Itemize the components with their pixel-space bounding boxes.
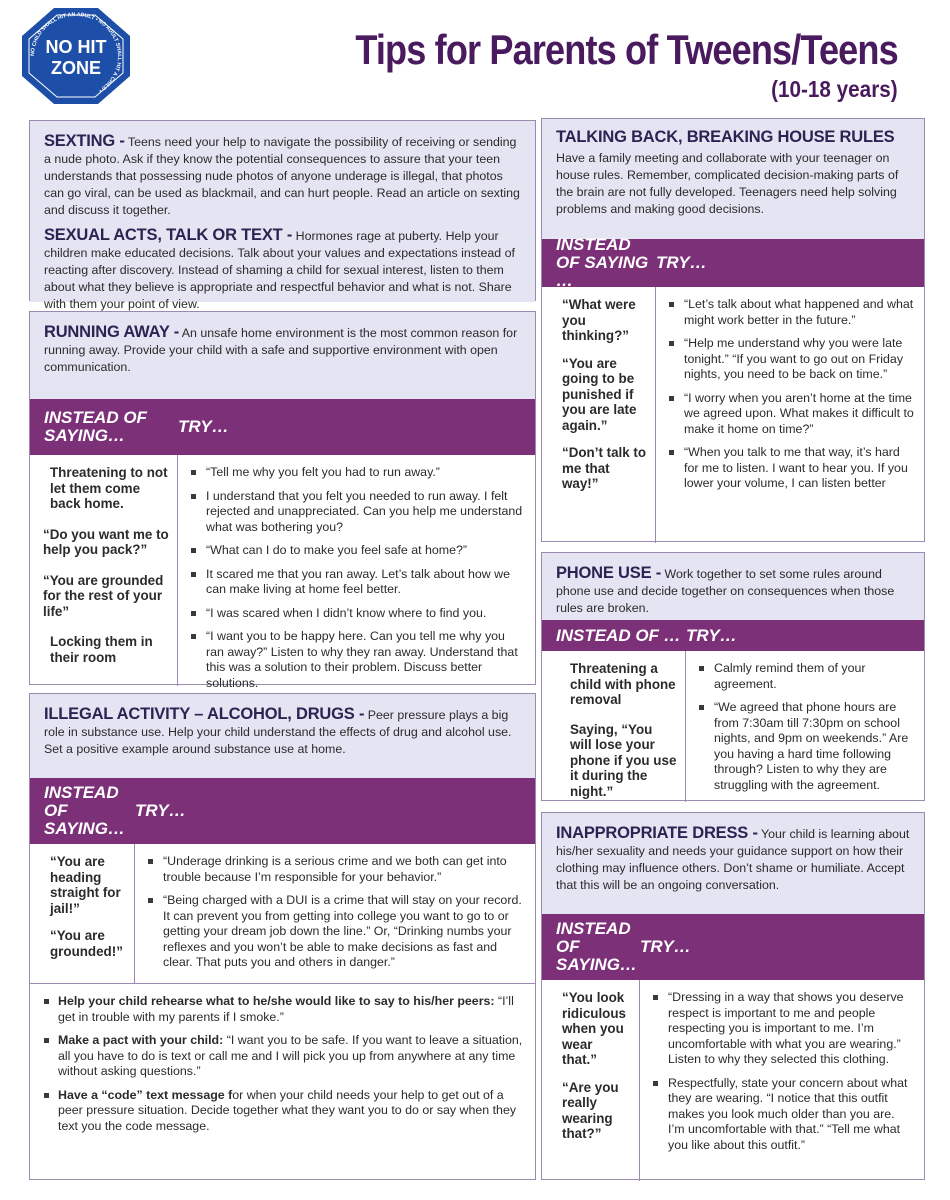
illegal-activity-card bbox=[29, 693, 536, 1180]
try-item: “We agreed that phone hours are from 7:30am till 7:30pm on school nights, and 9pm on weekends.” Are you having a hard time following through? Listen to why they are struggling with the agreement. bbox=[696, 700, 914, 793]
phone-try-list bbox=[686, 651, 924, 802]
instead-item: “You are going to be punished if you are late again.” bbox=[562, 355, 637, 433]
logo-ring-text: NO CHILD SHALL HIT AN ADULT • NO ADULT SHALL HIT A CHILD • bbox=[29, 11, 123, 94]
dress-heading: INAPPROPRIATE DRESS - bbox=[556, 824, 758, 842]
tip-item: Have a “code” text message for when your child needs your help to get out of a peer pressure situation. Decide together what they want you to do or say when they text you the code message. bbox=[42, 1088, 523, 1135]
talking-try-list bbox=[656, 287, 924, 543]
phone-use-card bbox=[541, 552, 925, 801]
try-item: “I worry when you aren’t home at the time we agreed upon. What makes it difficult to make it home on time?” bbox=[666, 391, 914, 438]
try-item: Calmly remind them of your agreement. bbox=[696, 661, 914, 692]
dress-try-list bbox=[640, 980, 924, 1181]
talking-back-card bbox=[541, 118, 925, 542]
try-item: “Tell me why you felt you had to run away.” bbox=[188, 465, 525, 481]
illegal-instead-label: INSTEAD OF SAYING… bbox=[44, 783, 125, 838]
no-hit-zone-logo bbox=[18, 6, 134, 106]
instead-item: “Are you really wearing that?” bbox=[562, 1079, 619, 1141]
sexting-card bbox=[29, 120, 536, 311]
phone-instead-list bbox=[542, 651, 686, 802]
illegal-try-list bbox=[135, 844, 535, 983]
tip-item: Make a pact with your child: “I want you to be safe. If you want to leave a situation, all you have to do is text or call me and I will pick you up from anywhere at any time without asking questions.” bbox=[42, 1033, 523, 1080]
try-item: “I was scared when I didn’t know where to find you. bbox=[188, 606, 525, 622]
logo-line2: ZONE bbox=[50, 58, 102, 78]
inappropriate-dress-card bbox=[541, 812, 925, 1180]
running-heading: RUNNING AWAY - bbox=[44, 323, 180, 341]
instead-item: “You are grounded!” bbox=[50, 928, 123, 959]
running-try-label: TRY… bbox=[178, 417, 229, 436]
instead-item: “What were you thinking?” bbox=[562, 297, 636, 343]
phone-band bbox=[542, 620, 924, 651]
illegal-intro bbox=[44, 706, 521, 758]
running-body: An unsafe home environment is the most common reason for running away. Provide your child with a safe and supportive environment with open communication. bbox=[44, 326, 518, 374]
try-item: “Help me understand why you were late tonight.” “If you want to go out on Friday nights, you need to be back on time.” bbox=[666, 336, 914, 383]
running-instead-label: INSTEAD OF SAYING… bbox=[44, 408, 147, 445]
instead-item: Saying, “You will lose your phone if you use it during the night.” bbox=[570, 721, 677, 799]
talking-heading: TALKING BACK, BREAKING HOUSE RULES bbox=[556, 128, 895, 146]
running-band bbox=[30, 399, 535, 455]
illegal-tips bbox=[30, 984, 535, 1148]
illegal-heading: ILLEGAL ACTIVITY – ALCOHOL, DRUGS - bbox=[44, 705, 365, 723]
try-item: Respectfully, state your concern about what they are wearing. “I notice that this outfit makes you look much older than you are. I’m uncomfortable with that.” “Tell me what you like about this outfit.” bbox=[650, 1076, 914, 1154]
try-item: “What can I do to make you feel safe at home?” bbox=[188, 543, 525, 559]
phone-try-label: TRY… bbox=[686, 625, 737, 645]
try-item: “Being charged with a DUI is a crime that will stay on your record. It can prevent you from getting into college you want to go to or getting your dream job down the line.” Or, “Drinking numbs your reflexes and you won’t be able to make decisions as fast and clear. That puts you and others in danger.” bbox=[145, 893, 525, 971]
talking-instead-list bbox=[542, 287, 656, 543]
sexting-body: Teens need your help to navigate the possibility of receiving or sending a nude photo. Ask if they know the potential consequences to assure that your teen understands that possessing nude photos of anyone underage is illegal, that photos can go viral, can be used as blackmail, and can hurt people. Read an article on sexting and discuss it together. bbox=[44, 135, 520, 217]
instead-item: Threatening to not let them come back home. bbox=[50, 465, 168, 511]
talking-instead-label: INSTEAD OF SAYING … bbox=[556, 235, 649, 290]
tip-item: Help your child rehearse what to he/she would like to say to his/her peers: “I’ll get in trouble with my parents if I smoke.” bbox=[42, 994, 523, 1025]
instead-item: “Don’t talk to me that way!” bbox=[562, 445, 647, 491]
instead-item: “You look ridiculous when you wear that.” bbox=[562, 990, 626, 1067]
running-instead-list bbox=[30, 455, 178, 686]
talking-body: Have a family meeting and collaborate with your teenager on house rules. Remember, complicated decision-making parts of the brain are not fully developed. Teenagers need help solving problems and making good decisions. bbox=[556, 151, 899, 216]
sexting-paragraph bbox=[44, 133, 521, 219]
dress-intro bbox=[556, 825, 910, 894]
dress-band bbox=[542, 914, 924, 980]
try-item: “Dressing in a way that shows you deserve respect is important to me and people respecting you is important to me. I’m uncomfortable with what you are wearing.” Listen to why they selected this clothing. bbox=[650, 990, 914, 1068]
try-item: I understand that you felt you needed to run away. I felt rejected and unappreciated. Can you help me understand what was bothering you? bbox=[188, 489, 525, 536]
sexual-acts-paragraph bbox=[44, 227, 521, 313]
page-subtitle: (10-18 years) bbox=[771, 76, 898, 102]
talking-band bbox=[542, 235, 924, 290]
sexual-acts-body: Hormones rage at puberty. Help your children make educated decisions. Talk about your values and expectations instead of reacting after discovery. Instead of shaming a child for sexual interest, listen to them about what they believe is appropriate and respectful behavior and what is not. Share with them your point of view. bbox=[44, 229, 515, 311]
illegal-try-label: TRY… bbox=[135, 801, 186, 820]
running-try-list bbox=[178, 455, 535, 690]
logo-line1: NO HIT bbox=[45, 37, 107, 57]
instead-item: Threatening a child with phone removal bbox=[570, 661, 676, 707]
instead-item: Locking them in their room bbox=[50, 634, 153, 665]
sexting-heading: SEXTING - bbox=[44, 132, 125, 150]
illegal-body: Peer pressure plays a big role in substance use. Help your child understand the effects of drug and alcohol use. Set a positive example around substance use at home. bbox=[44, 708, 512, 756]
instead-item: “You are heading straight for jail!” bbox=[50, 854, 121, 916]
try-item: “When you talk to me that way, it’s hard for me to listen. I want to hear you. If you lower your volume, I can listen better bbox=[666, 445, 914, 492]
talking-try-label: TRY… bbox=[656, 253, 707, 272]
illegal-instead-list bbox=[30, 844, 135, 983]
dress-body: Your child is learning about his/her sexuality and needs your guidance support on how their clothing may influence others. Don’t shame or humiliate. Accept that this will be an ongoing conversation. bbox=[556, 827, 910, 892]
try-item: It scared me that you ran away. Let’s talk about how we can make living at home feel better. bbox=[188, 567, 525, 598]
dress-try-label: TRY… bbox=[640, 937, 691, 956]
sexual-acts-heading: SEXUAL ACTS, TALK OR TEXT - bbox=[44, 226, 293, 244]
try-item: “I want you to be happy here. Can you tell me why you ran away?” Listen to why they ran away. Understand that this was a solution to their problem. Discuss better solutions. bbox=[188, 629, 525, 691]
dress-instead-label: INSTEAD OF SAYING… bbox=[556, 919, 637, 974]
phone-instead-label: INSTEAD OF … bbox=[556, 625, 681, 645]
running-away-card bbox=[29, 311, 536, 690]
running-intro bbox=[44, 324, 521, 376]
try-item: “Underage drinking is a serious crime and we both can get into trouble because I’m responsible for your behavior.” bbox=[145, 854, 525, 885]
instead-item: “You are grounded for the rest of your life” bbox=[43, 572, 164, 619]
phone-body: Work together to set some rules around phone use and decide together on consequences when those rules are broken. bbox=[556, 567, 895, 615]
try-item: “Let’s talk about what happened and what might work better in the future.” bbox=[666, 297, 914, 328]
dress-instead-list bbox=[542, 980, 640, 1181]
phone-intro bbox=[556, 565, 910, 617]
page-title: Tips for Parents of Tweens/Teens bbox=[355, 26, 898, 73]
instead-item: “Do you want me to help you pack?” bbox=[43, 526, 169, 557]
phone-heading: PHONE USE - bbox=[556, 564, 662, 582]
illegal-band bbox=[30, 778, 535, 844]
